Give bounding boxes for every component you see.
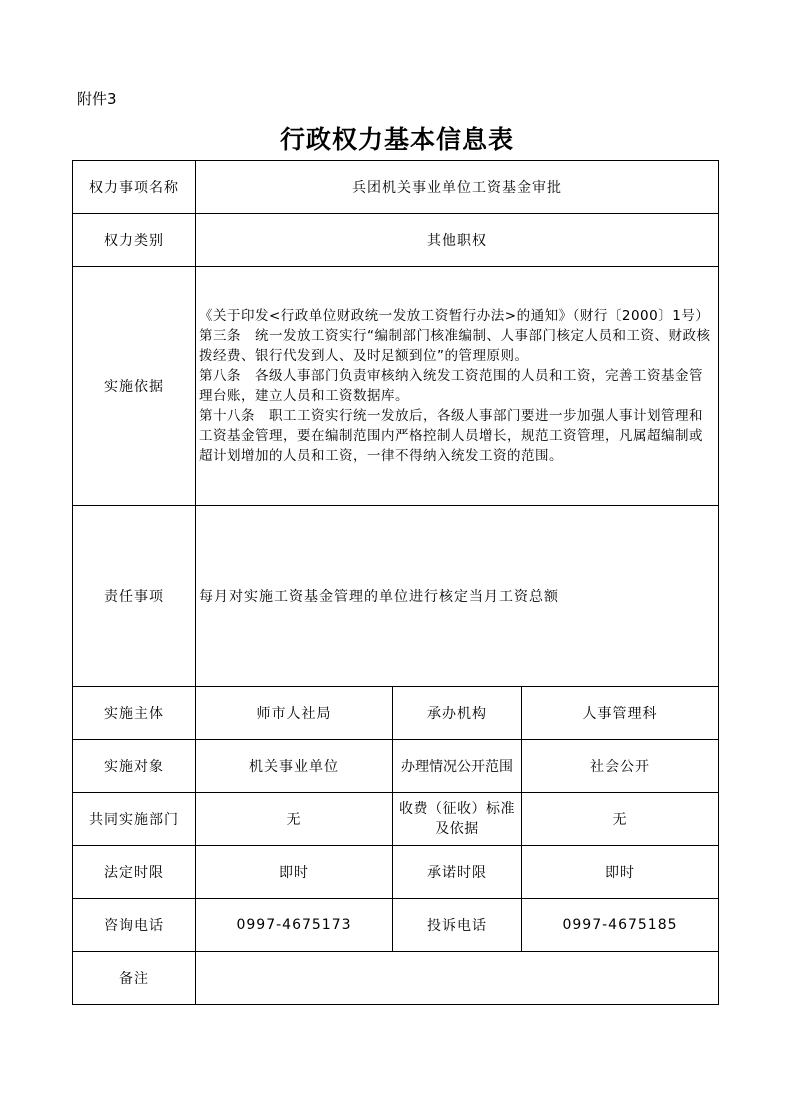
label-responsibility: 责任事项 bbox=[73, 506, 196, 687]
page-title: 行政权力基本信息表 bbox=[279, 125, 514, 154]
value-remark bbox=[196, 952, 719, 1005]
label-complaint-phone: 投诉电话 bbox=[393, 899, 522, 952]
label-name: 权力事项名称 bbox=[73, 161, 196, 214]
label-joint-dept: 共同实施部门 bbox=[73, 793, 196, 846]
value-object: 机关事业单位 bbox=[196, 740, 393, 793]
value-name: 兵团机关事业单位工资基金审批 bbox=[196, 161, 719, 214]
label-subject: 实施主体 bbox=[73, 687, 196, 740]
label-handling-agency: 承办机构 bbox=[393, 687, 522, 740]
value-promised-time: 即时 bbox=[522, 846, 719, 899]
value-category: 其他职权 bbox=[196, 214, 719, 267]
table-row-category bbox=[73, 214, 719, 267]
table-row-basis bbox=[73, 267, 719, 506]
value-handling-agency: 人事管理科 bbox=[522, 687, 719, 740]
table-row-subject bbox=[73, 687, 719, 740]
label-object: 实施对象 bbox=[73, 740, 196, 793]
label-remark: 备注 bbox=[73, 952, 196, 1005]
value-complaint-phone: 0997-4675185 bbox=[522, 899, 719, 952]
value-joint-dept: 无 bbox=[196, 793, 393, 846]
value-consult-phone: 0997-4675173 bbox=[196, 899, 393, 952]
label-legal-time: 法定时限 bbox=[73, 846, 196, 899]
basis-paragraph-3: 第十八条 职工工资实行统一发放后，各级人事部门要进一步加强人事计划管理和工资基金管理，要在编制范围内严格控制人员增长，规范工资管理，凡属超编制或超计划增加的人员和工资，一律不得纳入统发工资的范围。 bbox=[199, 408, 703, 464]
label-disclosure-scope: 办理情况公开范围 bbox=[393, 740, 522, 793]
value-fee-standard: 无 bbox=[522, 793, 719, 846]
label-category: 权力类别 bbox=[73, 214, 196, 267]
basis-paragraph-2: 第八条 各级人事部门负责审核纳入统发工资范围的人员和工资，完善工资基金管理台账，建立人员和工资数据库。 bbox=[199, 368, 703, 404]
table-row-time-limit bbox=[73, 846, 719, 899]
value-responsibility: 每月对实施工资基金管理的单位进行核定当月工资总额 bbox=[196, 506, 719, 687]
basis-paragraph-1: 《关于印发<行政单位财政统一发放工资暂行办法>的通知》（财行〔2000〕1号）第三条 统一发放工资实行“编制部门核准编制、人事部门核定人员和工资、财政核拨经费、银行代发到人、及时足额到位”的管理原则。 bbox=[199, 308, 711, 364]
table-row-remark bbox=[73, 952, 719, 1005]
table-row-joint bbox=[73, 793, 719, 846]
value-basis bbox=[196, 267, 719, 506]
value-legal-time: 即时 bbox=[196, 846, 393, 899]
table-row-responsibility bbox=[73, 506, 719, 687]
label-promised-time: 承诺时限 bbox=[393, 846, 522, 899]
label-basis: 实施依据 bbox=[73, 267, 196, 506]
attachment-label: 附件3 bbox=[77, 90, 117, 108]
label-fee-standard: 收费（征收）标准及依据 bbox=[393, 793, 522, 846]
label-consult-phone: 咨询电话 bbox=[73, 899, 196, 952]
table-row-name bbox=[73, 161, 719, 214]
info-table bbox=[72, 160, 719, 1005]
value-subject: 师市人社局 bbox=[196, 687, 393, 740]
table-row-object bbox=[73, 740, 719, 793]
value-disclosure-scope: 社会公开 bbox=[522, 740, 719, 793]
table-row-phone bbox=[73, 899, 719, 952]
